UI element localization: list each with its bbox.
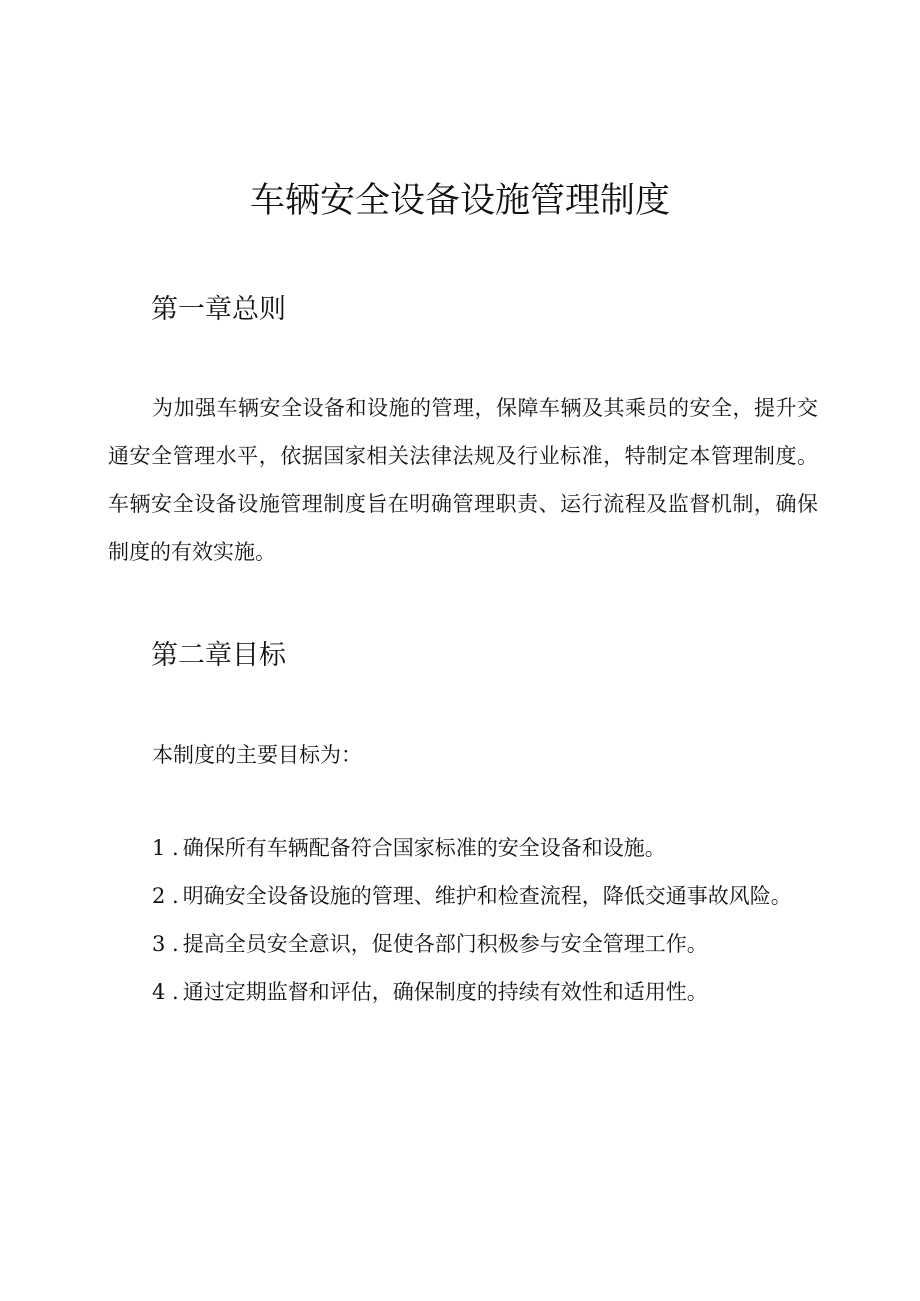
list-item	[108, 920, 818, 968]
goals-list	[108, 824, 818, 1016]
list-item-number: 2 .	[152, 884, 179, 908]
document-title: 车辆安全设备设施管理制度	[249, 181, 670, 221]
chapter-1-heading: 第一章总则	[151, 294, 286, 325]
list-item-text: 提高全员安全意识，促使各部门积极参与安全管理工作。	[182, 932, 708, 956]
chapter-1-paragraph: 为加强车辆安全设备和设施的管理，保障车辆及其乘员的安全，提升交通安全管理水平，依据国家相关法律法规及行业标准，特制定本管理制度。车辆安全设备设施管理制度旨在明确管理职责、运行流程及监督机制，确保制度的有效实施。	[108, 396, 818, 564]
list-item	[108, 872, 818, 920]
list-item-number: 4 .	[152, 980, 179, 1004]
chapter-2-intro: 本制度的主要目标为：	[152, 743, 362, 767]
chapter-2-heading: 第二章目标	[151, 640, 286, 671]
list-item-text: 确保所有车辆配备符合国家标准的安全设备和设施。	[182, 836, 666, 860]
list-item	[108, 824, 818, 872]
list-item-text: 明确安全设备设施的管理、维护和检查流程，降低交通事故风险。	[182, 884, 792, 908]
list-item-number: 1 .	[152, 836, 179, 860]
list-item-number: 3 .	[152, 932, 179, 956]
list-item	[108, 968, 818, 1016]
list-item-text: 通过定期监督和评估，确保制度的持续有效性和适用性。	[182, 980, 708, 1004]
